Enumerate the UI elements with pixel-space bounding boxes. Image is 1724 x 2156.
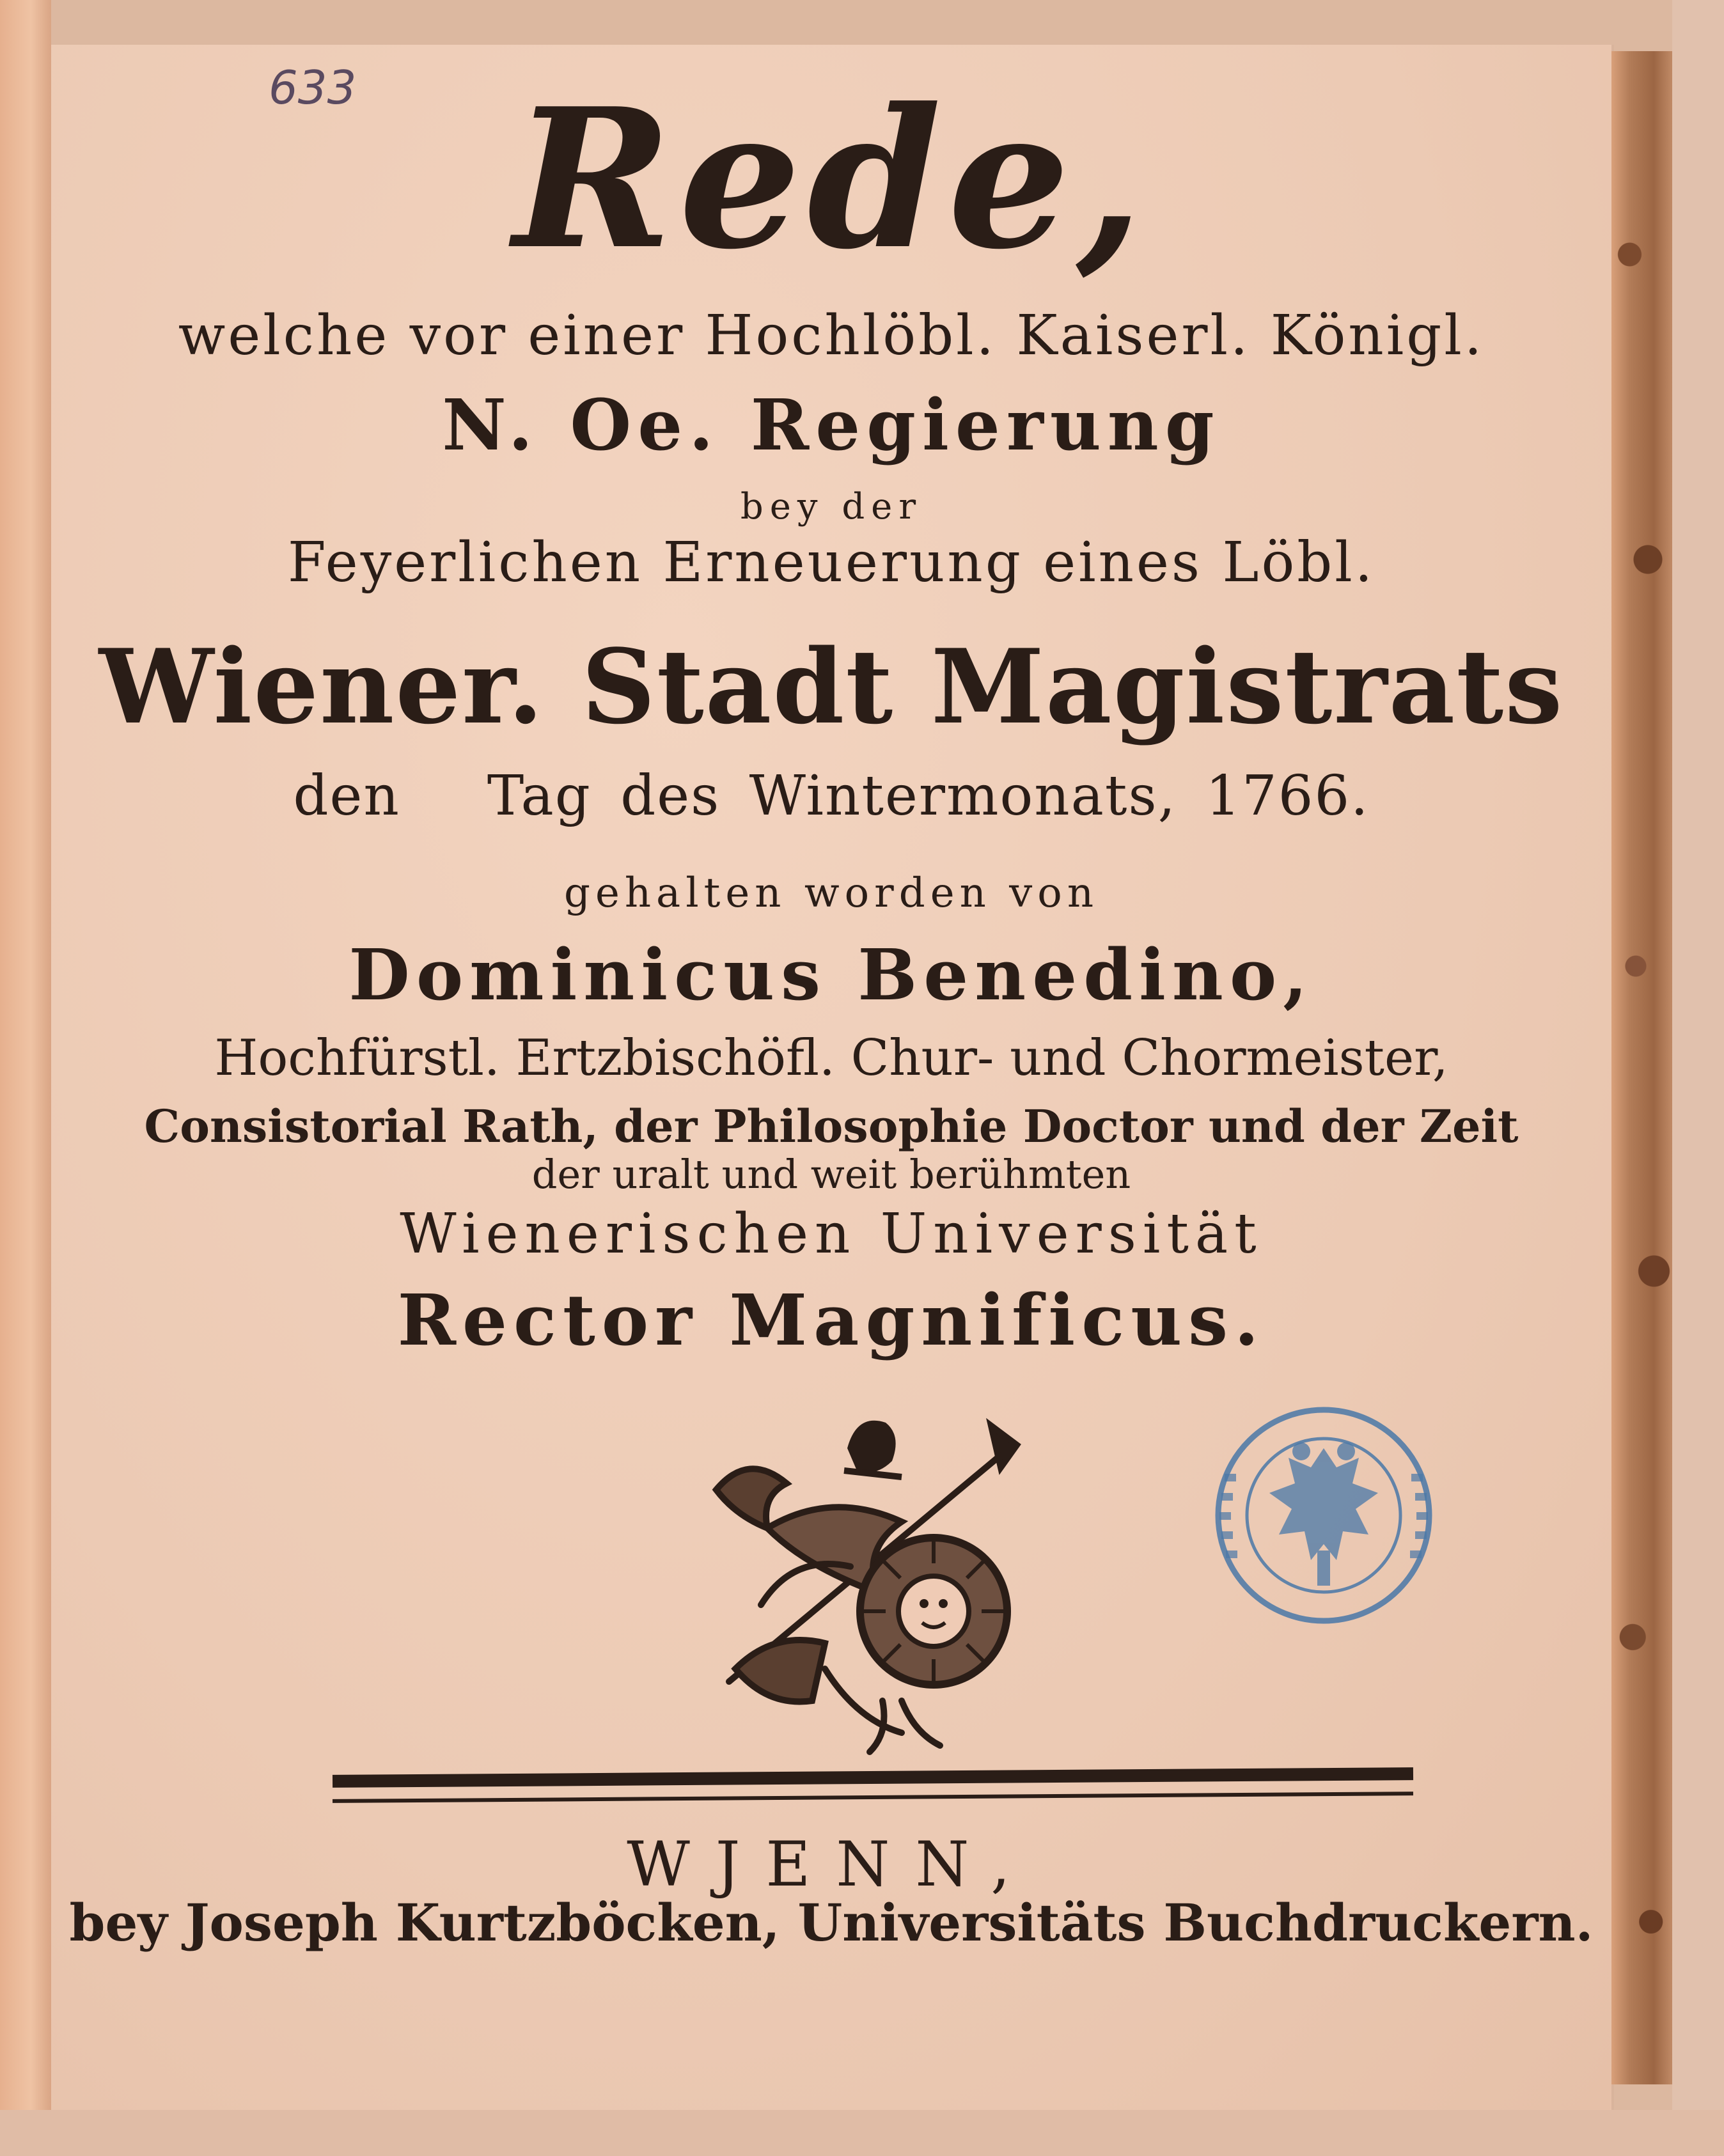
- eagle-stamp-icon: [1205, 1397, 1442, 1634]
- book-binding: [1611, 51, 1672, 2084]
- title-line-1: welche vor einer Hochlöbl. Kaiserl. Königl.: [178, 304, 1485, 368]
- title-line-5: Wiener. Stadt Magistrats: [98, 627, 1564, 747]
- background-right: [1672, 0, 1724, 2156]
- title: Rede,: [513, 66, 1150, 292]
- title-line-3: bey der: [740, 486, 923, 527]
- author-name: Dominicus Benedino,: [349, 933, 1314, 1016]
- vignette-icon: [691, 1400, 1049, 1758]
- handwritten-number: 633: [269, 61, 357, 114]
- title-line-2: N. Oe. Regierung: [442, 384, 1221, 466]
- held-by-line: gehalten worden von: [563, 870, 1099, 917]
- left-page-edge: [0, 0, 51, 2156]
- author-title-1: Hochfürstl. Ertzbischöfl. Chur- und Chormeister,: [214, 1029, 1448, 1087]
- university-line: Wienerischen Universität: [400, 1202, 1263, 1266]
- author-title-2: Consistorial Rath, der Philosophie Doctor und der Zeit: [144, 1100, 1519, 1153]
- imprint-printer: bey Joseph Kurtzböcken, Universitäts Buchdruckern.: [69, 1893, 1594, 1953]
- date-line: den Tag des Wintermonats, 1766.: [293, 764, 1370, 828]
- title-line-4: Feyerlichen Erneuerung eines Löbl.: [287, 531, 1375, 595]
- background-bottom: [0, 2110, 1724, 2156]
- rector-line: Rector Magnificus.: [397, 1279, 1266, 1361]
- author-title-3: der uralt und weit berühmten: [531, 1151, 1131, 1198]
- imprint-city: WJENN,: [627, 1829, 1036, 1900]
